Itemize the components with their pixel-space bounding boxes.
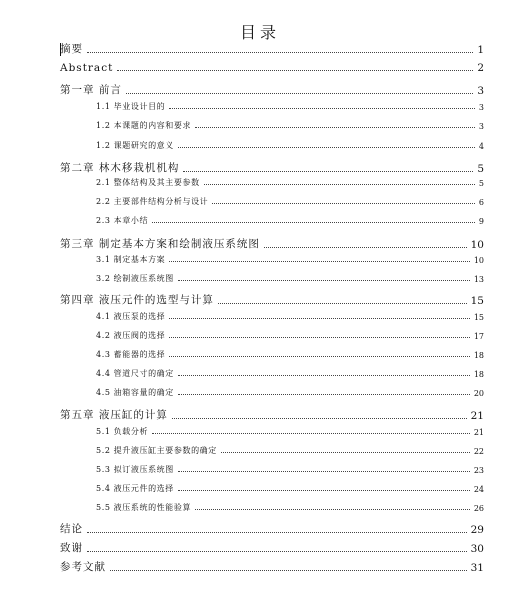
toc-entry-page: 10 — [473, 256, 484, 265]
toc-entry-page: 18 — [473, 370, 484, 379]
toc-entry-label: Abstract — [60, 62, 114, 74]
dot-leader — [178, 280, 470, 281]
toc-entry[interactable] — [96, 426, 484, 437]
dot-leader — [221, 452, 470, 453]
dot-leader — [178, 375, 470, 376]
dot-leader — [169, 261, 470, 262]
toc-entry[interactable] — [60, 41, 484, 56]
toc-entry[interactable] — [60, 521, 484, 536]
toc-entry[interactable] — [60, 559, 484, 574]
toc-entry[interactable] — [60, 236, 484, 251]
dot-leader — [126, 93, 473, 94]
toc-entry-page: 1 — [477, 44, 484, 56]
dot-leader — [87, 532, 467, 533]
dot-leader — [87, 551, 467, 552]
toc-entry-page: 10 — [470, 239, 484, 251]
toc-entry-label: 5.2 提升液压缸主要参数的确定 — [96, 446, 217, 455]
dot-leader — [183, 171, 473, 172]
dot-leader — [195, 127, 475, 128]
dot-leader — [178, 490, 470, 491]
toc-entry-label: 5.1 负载分析 — [96, 427, 149, 436]
dot-leader — [218, 303, 467, 304]
toc-entry[interactable] — [96, 483, 484, 494]
toc-entry-page: 9 — [478, 217, 484, 226]
dot-leader — [212, 203, 475, 204]
toc-entry-label: 第四章 液压元件的选型与计算 — [60, 294, 214, 306]
toc-entry-label: 1.2 本课题的内容和要求 — [96, 121, 192, 130]
toc-entry-label: 第三章 制定基本方案和绘制液压系统图 — [60, 238, 260, 250]
toc-entry-label: 参考文献 — [60, 561, 106, 573]
toc-entry[interactable] — [60, 540, 484, 555]
toc-entry-label: 5.4 液压元件的选择 — [96, 484, 174, 493]
toc-entry-label: 4.4 管道尺寸的确定 — [96, 369, 174, 378]
dot-leader — [110, 570, 467, 571]
toc-entry[interactable] — [96, 254, 484, 265]
toc-entry[interactable] — [96, 120, 484, 131]
toc-entry-label: 致谢 — [60, 542, 83, 554]
toc-entry[interactable] — [96, 330, 484, 341]
toc-entry-page: 22 — [473, 447, 484, 456]
toc-entry-label: 第一章 前言 — [60, 84, 122, 96]
toc-entry-page: 24 — [473, 485, 484, 494]
dot-leader — [178, 471, 470, 472]
toc-entry[interactable] — [60, 62, 484, 74]
toc-entry[interactable] — [96, 349, 484, 360]
toc-entry-page: 18 — [473, 351, 484, 360]
toc-entry-label: 5.3 拟订液压系统图 — [96, 465, 174, 474]
toc-entry-label: 2.2 主要部件结构分析与设计 — [96, 197, 209, 206]
toc-entry[interactable] — [60, 292, 484, 307]
toc-entry-page: 15 — [470, 295, 484, 307]
toc-entry[interactable] — [96, 196, 484, 207]
toc-entry-label: 第五章 液压缸的计算 — [60, 409, 168, 421]
toc-entry[interactable] — [96, 311, 484, 322]
toc-entry-label: 2.3 本章小结 — [96, 216, 149, 225]
dot-leader — [178, 147, 475, 148]
toc-entry-page: 17 — [473, 332, 484, 341]
dot-leader — [169, 318, 470, 319]
page-title: 目录 — [239, 23, 280, 42]
toc-entry-label: 结论 — [60, 523, 83, 535]
toc-entry-label: 5.5 液压系统的性能验算 — [96, 503, 192, 512]
toc-entry-label: 4.5 油箱容量的确定 — [96, 388, 174, 397]
toc-entry-label: 3.1 制定基本方案 — [96, 255, 166, 264]
toc-entry-page: 20 — [473, 389, 484, 398]
dot-leader — [87, 52, 473, 53]
toc-entry-page: 13 — [473, 275, 484, 284]
dot-leader — [264, 247, 467, 248]
toc-entry[interactable] — [96, 502, 484, 513]
toc-entry-page: 26 — [473, 504, 484, 513]
toc-entry[interactable] — [96, 387, 484, 398]
toc-entry-page: 3 — [477, 85, 484, 97]
toc-entry-page: 2 — [477, 62, 484, 74]
dot-leader — [169, 108, 475, 109]
dot-leader — [169, 356, 470, 357]
toc-entry-page: 30 — [470, 543, 484, 555]
toc-entry-page: 6 — [478, 198, 484, 207]
toc-entry[interactable] — [96, 273, 484, 284]
dot-leader — [152, 433, 470, 434]
toc-entry-label: 1.2 课题研究的意义 — [96, 141, 174, 150]
toc-entry[interactable] — [96, 464, 484, 475]
dot-leader — [195, 509, 470, 510]
toc-entry[interactable] — [96, 445, 484, 456]
dot-leader — [172, 418, 467, 419]
toc-entry-label: 第二章 林木移栽机机构 — [60, 162, 180, 174]
toc-entry[interactable] — [60, 407, 484, 422]
toc-entry-page: 4 — [478, 142, 484, 151]
dot-leader — [204, 184, 475, 185]
toc-entry-label: 摘要 — [60, 43, 83, 55]
dot-leader — [169, 337, 470, 338]
toc-entry-label: 4.2 液压阀的选择 — [96, 331, 166, 340]
toc-entry-page: 21 — [473, 428, 484, 437]
toc-entry-page: 29 — [470, 524, 484, 536]
toc-entry-label: 4.1 液压泵的选择 — [96, 312, 166, 321]
toc-entry[interactable] — [60, 82, 484, 97]
toc-entry-label: 3.2 绘制液压系统图 — [96, 274, 174, 283]
toc-entry[interactable] — [60, 160, 484, 175]
toc-entry-page: 31 — [470, 562, 484, 574]
toc-entry-page: 23 — [473, 466, 484, 475]
toc-entry-page: 15 — [473, 313, 484, 322]
toc-entry[interactable] — [96, 177, 484, 188]
toc-entry-page: 3 — [478, 122, 484, 131]
dot-leader — [117, 70, 473, 71]
toc-entry-page: 21 — [470, 410, 484, 422]
toc-entry-label: 4.3 蓄能器的选择 — [96, 350, 166, 359]
toc-entry[interactable] — [96, 368, 484, 379]
toc-entry-label: 1.1 毕业设计目的 — [96, 102, 166, 111]
toc-entry[interactable] — [96, 215, 484, 226]
toc-entry[interactable] — [96, 101, 484, 112]
toc-entry-label: 2.1 整体结构及其主要参数 — [96, 178, 200, 187]
dot-leader — [152, 222, 475, 223]
toc-entry-page: 3 — [478, 103, 484, 112]
toc-entry-page: 5 — [478, 179, 484, 188]
toc-entry-page: 5 — [477, 163, 484, 175]
toc-entry[interactable] — [96, 140, 484, 151]
dot-leader — [178, 394, 470, 395]
